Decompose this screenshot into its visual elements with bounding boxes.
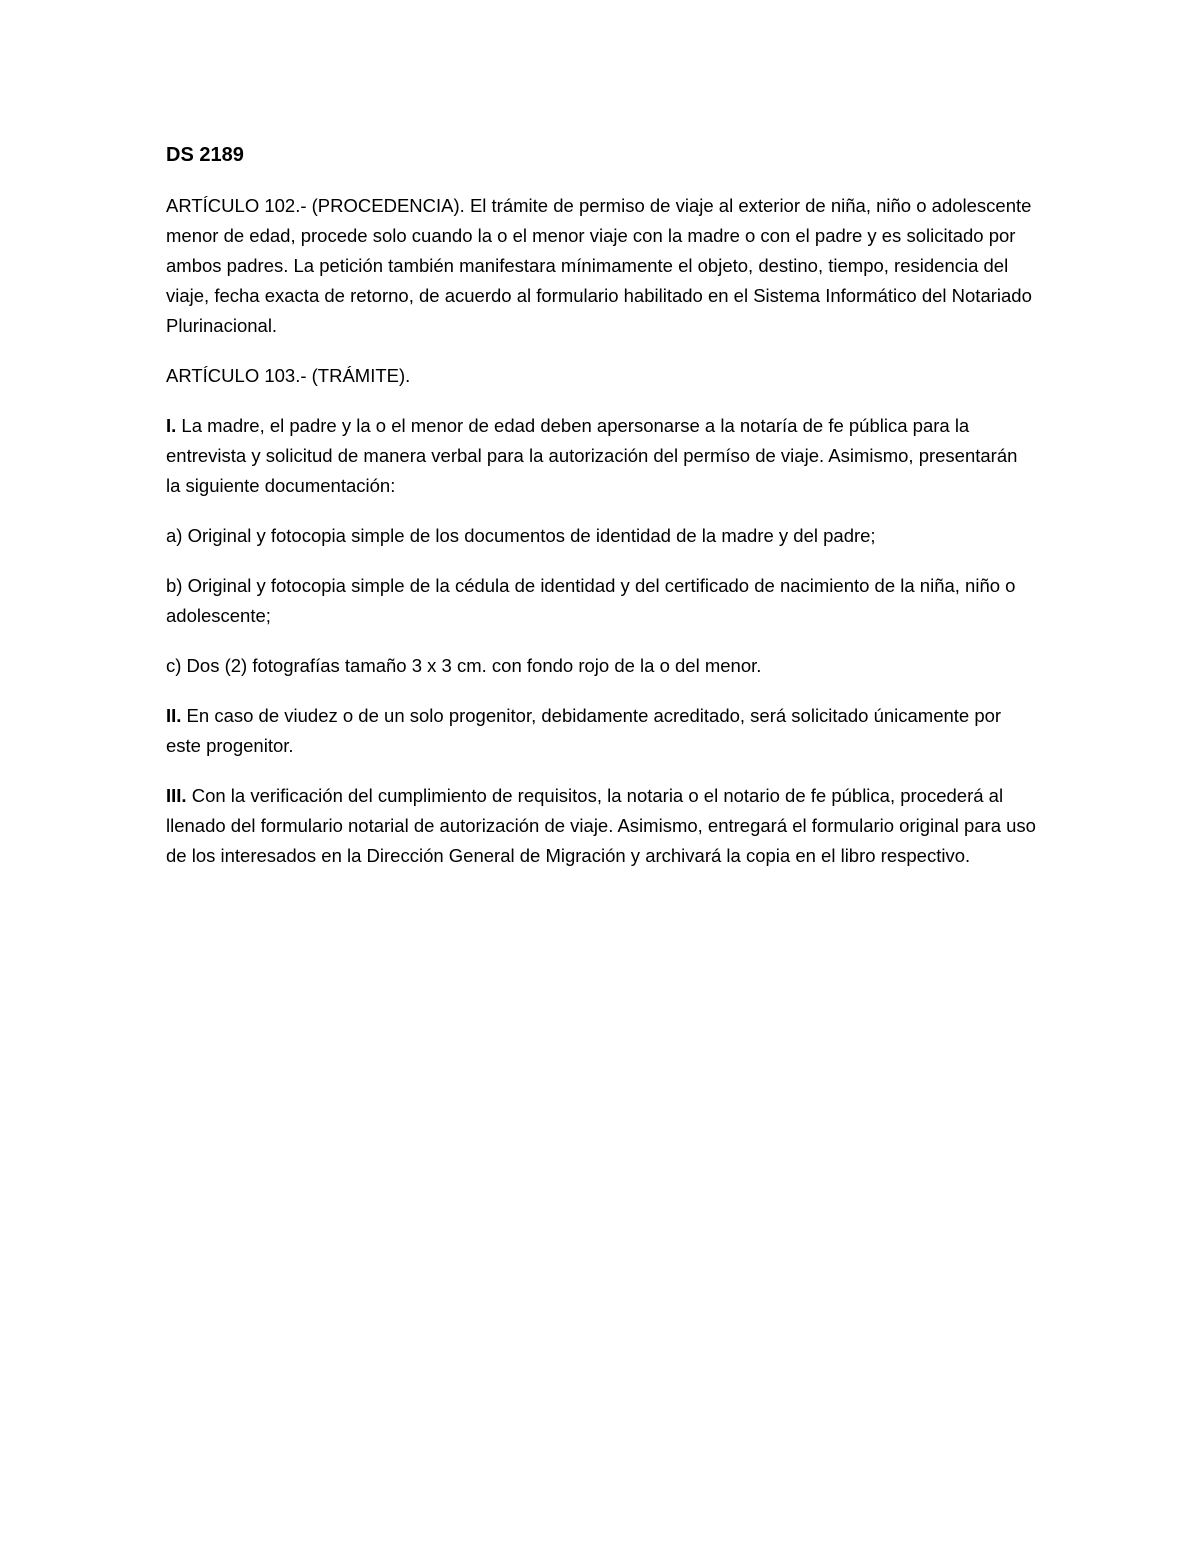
section-ii-number: II. xyxy=(166,705,182,726)
article-102-paragraph xyxy=(166,191,1036,341)
article-103-section-iii xyxy=(166,781,1036,871)
article-103-section-i xyxy=(166,411,1036,501)
section-ii-text: En caso de viudez o de un solo progenitor, debidamente acreditado, será solicitado únicamente por este progenitor. xyxy=(166,705,1002,756)
article-102-heading: ARTÍCULO 102.- (PROCEDENCIA). xyxy=(166,195,465,216)
list-item-c: c) Dos (2) fotografías tamaño 3 x 3 cm. con fondo rojo de la o del menor. xyxy=(166,655,762,676)
article-103-heading: ARTÍCULO 103.- (TRÁMITE). xyxy=(166,365,411,386)
section-iii-text: Con la verificación del cumplimiento de requisitos, la notaria o el notario de fe pública, procederá al llenado del formulario notarial de autorización de viaje. Asimismo, entregará el formulario original para uso de los interesados en la Dirección General de Migración y archivará la copia en el libro respectivo. xyxy=(166,785,1036,866)
section-i-text: La madre, el padre y la o el menor de edad deben apersonarse a la notaría de fe pública para la entrevista y solicitud de manera verbal para la autorización del permíso de viaje. Asimismo, presentarán la siguiente documentación: xyxy=(166,415,1018,496)
section-i-number: I. xyxy=(166,415,177,436)
section-iii-number: III. xyxy=(166,785,187,806)
document-title: DS 2189 xyxy=(166,144,244,166)
article-103-section-ii xyxy=(166,701,1036,761)
list-item-a: a) Original y fotocopia simple de los documentos de identidad de la madre y del padre; xyxy=(166,525,876,546)
article-102-text: El trámite de permiso de viaje al exterior de niña, niño o adolescente menor de edad, procede solo cuando la o el menor viaje con la madre o con el padre y es solicitado por ambos padres. La petición también manifestara mínimamente el objeto, destino, tiempo, residencia del viaje, fecha exacta de retorno, de acuerdo al formulario habilitado en el Sistema Informático del Notariado Plurinacional. xyxy=(166,195,1032,336)
document-body xyxy=(166,140,1036,891)
list-item-b: b) Original y fotocopia simple de la cédula de identidad y del certificado de nacimiento de la niña, niño o adolescente; xyxy=(166,575,1016,626)
